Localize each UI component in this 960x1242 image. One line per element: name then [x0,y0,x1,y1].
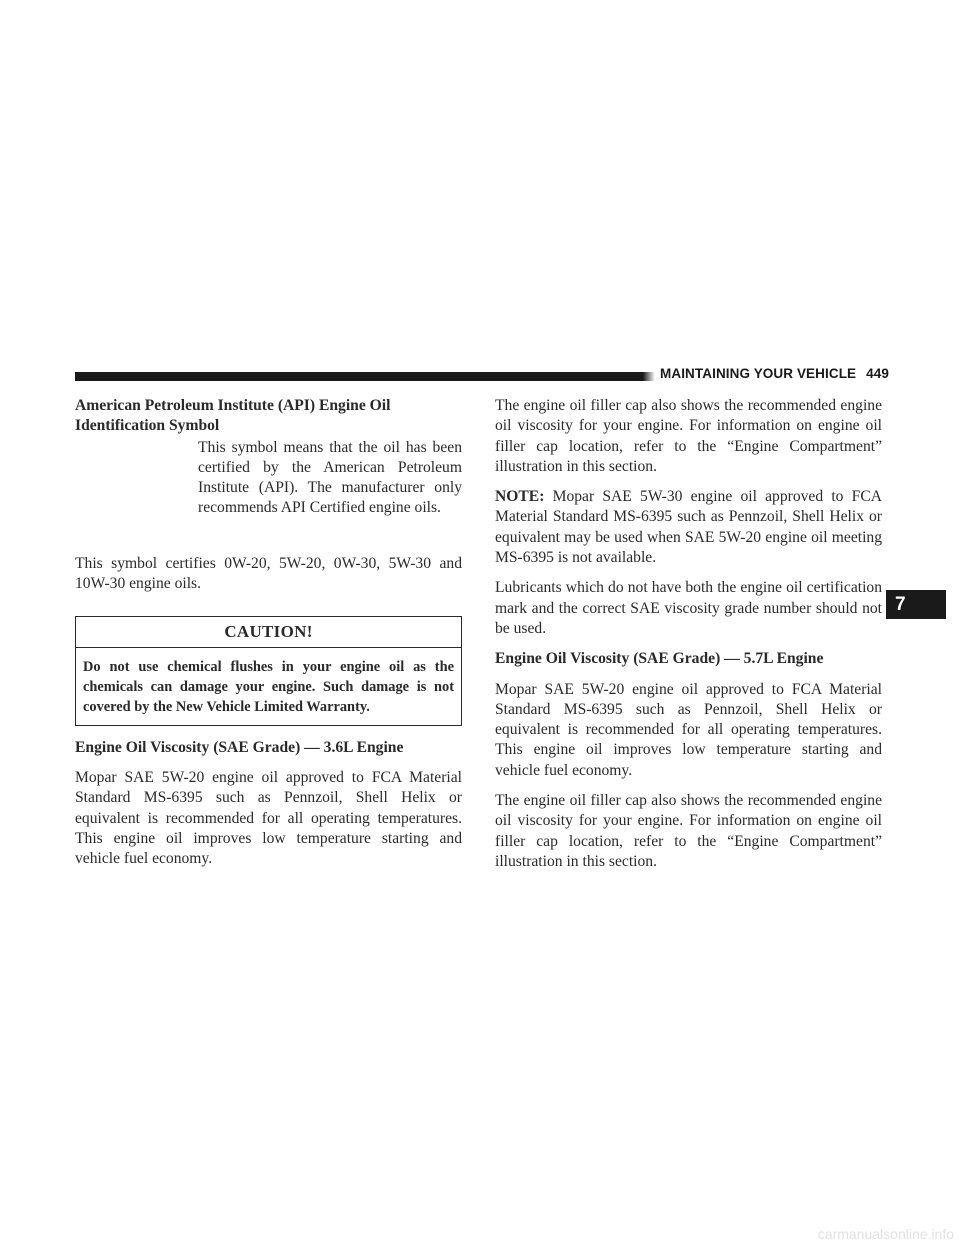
caution-title: CAUTION! [76,617,461,647]
certifies-paragraph: This symbol certifies 0W-20, 5W-20, 0W-30, 5W-30 and 10W-30 engine oils. [75,554,462,593]
header-rule [75,372,655,381]
lubricants-paragraph: Lubricants which do not have both the engine oil certification mark and the correct SAE viscosity grade number should not be used. [495,579,882,637]
heading-5-7l-engine: Engine Oil Viscosity (SAE Grade) — 5.7L Engine [495,650,824,668]
caution-body: Do not use chemical flushes in your engine oil as the chemicals can damage your engine. Such damage is not covered by the New Vehicle Limited Warranty. [83,658,454,715]
page-number: 449 [866,366,889,381]
paragraph-5-7l-engine: Mopar SAE 5W-20 engine oil approved to FCA Material Standard MS-6395 such as Pennzoil, Shell Helix or equivalent is recommended for all operating temperatures. This engine oil improves low temperature starting and vehicle fuel economy. [495,680,882,779]
filler-cap-paragraph-2: The engine oil filler cap also shows the recommended engine oil viscosity for your engine. For information on engine oil filler cap location, refer to the “Engine Compartment” illustration in this section. [495,792,882,870]
filler-cap-paragraph-1: The engine oil filler cap also shows the recommended engine oil viscosity for your engine. For information on engine oil filler cap location, refer to the “Engine Compartment” illustration in this section. [495,397,882,475]
paragraph-3-6l-engine: Mopar SAE 5W-20 engine oil approved to FCA Material Standard MS-6395 such as Pennzoil, Shell Helix or equivalent is recommended for all operating temperatures. This engine oil improves low temperature starting and vehicle fuel economy. [75,768,462,868]
heading-3-6l-engine: Engine Oil Viscosity (SAE Grade) — 3.6L Engine [75,738,404,756]
chapter-tab [886,590,946,619]
left-column [75,396,462,879]
caution-box [75,616,462,725]
api-symbol-heading: American Petroleum Institute (API) Engine Oil Identification Symbol [75,397,391,435]
chapter-number: 7 [895,594,906,615]
right-column [495,396,882,882]
note-label: NOTE: [495,488,545,506]
watermark: carmanualsonline.info [817,1226,954,1242]
running-header [660,366,889,381]
note-paragraph [495,487,882,568]
api-symbol-space [75,519,462,554]
api-symbol-description: This symbol means that the oil has been certified by the American Petroleum Institute (API). The manufacturer only recommends API Certified engine oils. [198,438,462,517]
section-title: MAINTAINING YOUR VEHICLE [660,366,857,381]
note-text: Mopar SAE 5W-30 engine oil approved to FCA Material Standard MS-6395 such as Pennzoil, Shell Helix or equivalent may be used when SAE 5W-20 engine oil meeting MS-6395 is not available. [495,488,882,567]
